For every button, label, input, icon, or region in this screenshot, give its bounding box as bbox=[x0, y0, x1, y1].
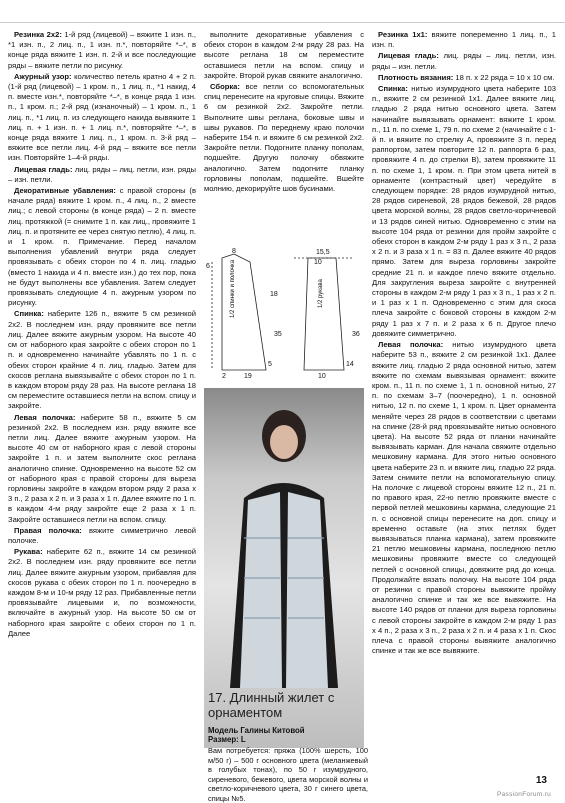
text-column-3 bbox=[372, 30, 556, 657]
paragraph: Резинка 1х1: вяжите попеременно 1 лиц. п., 1 изн. п. bbox=[372, 30, 556, 50]
text-column-2 bbox=[204, 30, 364, 245]
paragraph: Сборка: все петли со вспомогательных спиц перенесите на круговые спицы. Вяжите 6 см резинкой 2х2. Закройте петли. Выполните швы реглана, боковые швы и швы рукавов. По переднему краю полочки наберите 154 п. и вяжите 6 см резинкой 2х2. Закройте петли. Подогните планку пополам, подшейте. Другую полочку обвяжите аналогично. Затем подогните планку горловины пополам, подшейте. Вшейте молнию, декорируйте шов бусинами. bbox=[204, 82, 364, 194]
model-author: Модель Галины Китовой bbox=[208, 726, 305, 735]
top-margin bbox=[0, 0, 565, 23]
materials-text: Вам потребуется: пряжа (100% шерсть, 100 м/50 г) – 500 г основного цвета (меланжевый в голубых тонах), по 50 г изумрудного, сиреневого, бежевого, цвета морской волны и светло-коричневого цвета, 30 г синего цвета, спицы №5. bbox=[208, 746, 368, 803]
paragraph: Плотность вязания: 18 п. х 22 ряда = 10 х 10 см. bbox=[378, 72, 555, 82]
text-column-1 bbox=[8, 30, 196, 640]
paragraph: Ажурный узор: количество петель кратно 4 + 2 п. (1-й ряд (лицевой) – 1 кром. п., 1 лиц. п., *1 накид, 4 п. вместе изн.*, повторяйте *–*, в конце ряда 1 изн. п., 1 кром. п.; 2-й ряд (изнаночный) – 1 кром. п., 1 лиц. п., *1 лиц. п. из следующего накида вывяжите 1 лиц. п. + 1 изн. п. + 1 лиц. п.*, повторяйте *–*, в конце ряда вяжите 1 лиц. п., 1 кром. п. 3-й ряд – вяжите все петли лиц. 4-й ряд – вяжите все петли изн. Повторяйте 1–4-й ряды. bbox=[8, 71, 196, 163]
paragraph: Правая полочка: вяжите симметрично левой полочке. bbox=[8, 525, 196, 545]
size-label: Размер: L bbox=[208, 735, 246, 744]
paragraph: выполните декоративные убавления с обеих сторон в каждом 2-м ряду 28 раз. На высоте реглана 18 см переместите оставшиеся петли на вспом. спицу и закройте. Второй рукав свяжите аналогично. bbox=[204, 30, 364, 80]
paragraph: Лицевая гладь: лиц. ряды – лиц. петли, изн. ряды – изн. петли. bbox=[8, 164, 196, 184]
paragraph: Спинка: нитью изумрудного цвета наберите 103 п., вяжите 2 см резинкой 1х1. Далее вяжите лиц. гладью 2 ряда нитью основного цвета. Затем начинайте вывязывать орнамент: вяжите 1 кром. п., 11 п. по схеме 1, 79 п. по схеме 2 (начинайте с 1-й п. и вяжите по стрелку А, провяжите 3 п. перед раппортом, затем повторите 12 п. раппорта 6 раз, провяжите 4 п. до стрелки В), затем провяжите 11 п. по схеме 1, 1 кром. п. При этом цвета нитей в орнаменте (контрастный цвет) чередуйте в следующем порядке: 28 рядов изумрудной нитью, 28 рядов сиреневой, 28 рядов бежевой, 28 рядов цвета морской волны, 28 рядов светло-коричневой и 13 рядов синей нитью. Одновременно с этим на высоте 104 ряда от резинки для пройм закройте с обеих сторон в каждом 2-м ряду 1 раз х 3 п., 2 раза х 2 п. и 3 раза х 1 п. = 83 п. Далее вяжите 40 рядов прямо. Затем для выреза горловины закройте средние 21 п. и каждое плечо вяжите отдельно. Для закругления выреза закройте с внутренней стороны в каждом 2-м ряду 1 раз х 3 п., 1 раз х 2 п. и 1 раз х 1 п. Одновременно с этим для скоса плеча закройте с боковой стороны в каждом 2-м ряду 1 раз х 7 п. и 2 раза х 6 п. Другое плечо довяжите симметрично. bbox=[372, 84, 556, 338]
paragraph: Левая полочка: наберите 58 п., вяжите 5 см резинкой 2х2. В последнем изн. ряду вяжите все петли лиц. Далее вяжите ажурным узором. На высоте 40 см от наборного края с левой стороны закройте 1 п. и затем выполните скос реглана аналогично спинке. Одновременно на высоте 52 см от наборного края с правой стороны для выреза горловины закройте в каждом втором ряду 2 раза х 3 п., 2 раза х 2 п. и 3 раза х 1 п. Далее вяжите по 1 п. в каждом 4-м ряду закройте еще 2 раза х 1 п. Закройте оставшиеся петли на вспом. спицу. bbox=[8, 412, 196, 524]
dim-i: 2 bbox=[222, 373, 226, 380]
article-title: 17. Длинный жилет с орнаментом bbox=[208, 690, 335, 720]
pattern-schematic bbox=[204, 248, 364, 380]
dim-j: 19 bbox=[244, 373, 252, 380]
paragraph: Резинка 2х2: 1-й ряд (лицевой) – вяжите 1 изн. п., *1 изн. п., 2 лиц. п., 1 изн. п.*, повторяйте *–*, в конце ряда вяжите 1 изн. п. 2-й и все последующие ряды – вяжите петли по рисунку. bbox=[8, 30, 196, 70]
dim-e: 18 bbox=[270, 291, 278, 298]
paragraph: Лицевая гладь: лиц. ряды – лиц. петли, изн. ряды – изн. петли. bbox=[372, 51, 556, 71]
page-number: 13 bbox=[535, 775, 547, 786]
paragraph: Спинка: наберите 126 п., вяжите 5 см резинкой 2х2. В последнем изн. ряду провяжите все петли лиц. Далее вяжите ажурным узором. На высоте 40 см от наборного края закройте с обеих сторон по 1 п. и одновременно начинайте убавлять по 1 п. с обеих сторон крайние 4 п. лиц. гладью. Затем для скосов реглана вывязывайте с обеих сторон по 1 п. в каждом втором ряду 28 раз. На высоте реглана 18 см переместите оставшиеся петли на вспом. спицу и закройте. bbox=[8, 309, 196, 411]
dim-k: 14 bbox=[346, 361, 354, 368]
dim-a: 8 bbox=[232, 248, 236, 255]
dim-b: 6 bbox=[206, 263, 210, 270]
watermark: PassionForum.ru bbox=[497, 791, 551, 798]
paragraph: Рукава: наберите 62 п., вяжите 14 см резинкой 2х2. В последнем изн. ряду провяжите все петли лиц. Далее вяжите ажурным узором, прибавляя для скосов рукава с обеих сторон по 1 п. поочередно в каждом 8-м и 10-м ряду 12 раз. Прибавленные петли провязывайте лицевыми и, по возможности, включайте в ажурный узор. На высоте 50 см от наборного края закройте с обеих сторон по 1 п. Далее bbox=[8, 547, 196, 638]
dim-c: 15,5 bbox=[316, 249, 330, 256]
paragraph: Декоративные убавления: с правой стороны (в начале ряда) вяжите 1 кром. п., 4 лиц. п., 2 вместе лиц.; с левой стороны (в конце ряда) – 2 п. вместе лиц. протяжкой (= снимите 1 п. как лиц., провяжите 1 лиц. п. и протяните ее через снятую петлю), 4 лиц. п. и 1 кром. п. Примечание. Перед началом выполнения убавлений внутри ряда следует провязывать с обеих сторон по 4 п. лиц. гладью (вместо 1 накида и 4 п. вместе изн.) до тех пор, пока не будут выполнены все убавления. Затем следует провязывать следующие 4 п. ажурным узором по рисунку. bbox=[8, 186, 197, 308]
paragraph: Левая полочка: нитью изумрудного цвета наберите 53 п., вяжите 2 см резинкой 1х1. Далее вяжите лиц. гладью 2 ряда основной нитью, затем вяжите по схемам вывязывая орнамент: вяжите кром. п., 11 п. по схеме 1, 1 п. основной нитью, 27 п. по схемам 3–7 (поочередно), 1 п. основной нитью, 12 п. по схеме 1, 1 кром. п. Цвет орнамента меняйте через 28 рядов в соответствии с цветами на спинке (28-й ряд провязывайте нитью основного цвета). На высоте 52 ряда от планки начинайте вывязывать карман. Для начала свяжите отдельно мешковину кармана. Для этого нитью основного цвета наберите 23 п. и вяжите лиц. гладью 22 ряда. Затем снимите петли на вспомогательную спицу. На полочке с лицевой стороны вяжите 12 п., 21 п. по правого края, 22-ю петлю провяжите вместе с первой петлей мешковины кармана, следующие 21 п. с основной спицы перенесите на доп. спицу и временно оставьте (на этих петлях будет вывязываться планка кармана), затем провяжите 21 петлю мешковины кармана, последнюю петлю мешковины провяжите вместе со следующей петлей с основной спицы, довяжите ряд до конца. Продолжайте вязать полочку. На высоте 104 ряда от резинки с правой стороны вывяжите пройму аналогично спинке и так же все вывяжите. На высоте 140 рядов от планки для выреза горловины с левой стороны закройте в каждом 2-м ряду 1 раз х 4 п., 2 раза х 3 п., 2 раза х 2 п. и 4 раза х 1 п. Скос плеча с правой стороны вывяжите аналогично спинке и так же все вывяжите. bbox=[372, 340, 556, 656]
dim-l: 10 bbox=[318, 373, 326, 380]
label-sleeve: 1/2 рукава bbox=[318, 279, 324, 308]
knitted-vest-illustration bbox=[204, 388, 364, 688]
dim-g: 36 bbox=[352, 331, 360, 338]
dim-d: 10 bbox=[314, 259, 322, 266]
dim-f: 35 bbox=[274, 331, 282, 338]
dim-h: 5 bbox=[268, 361, 272, 368]
article-caption bbox=[208, 690, 368, 803]
label-back-front: 1/2 спинки и полочка bbox=[230, 259, 236, 318]
